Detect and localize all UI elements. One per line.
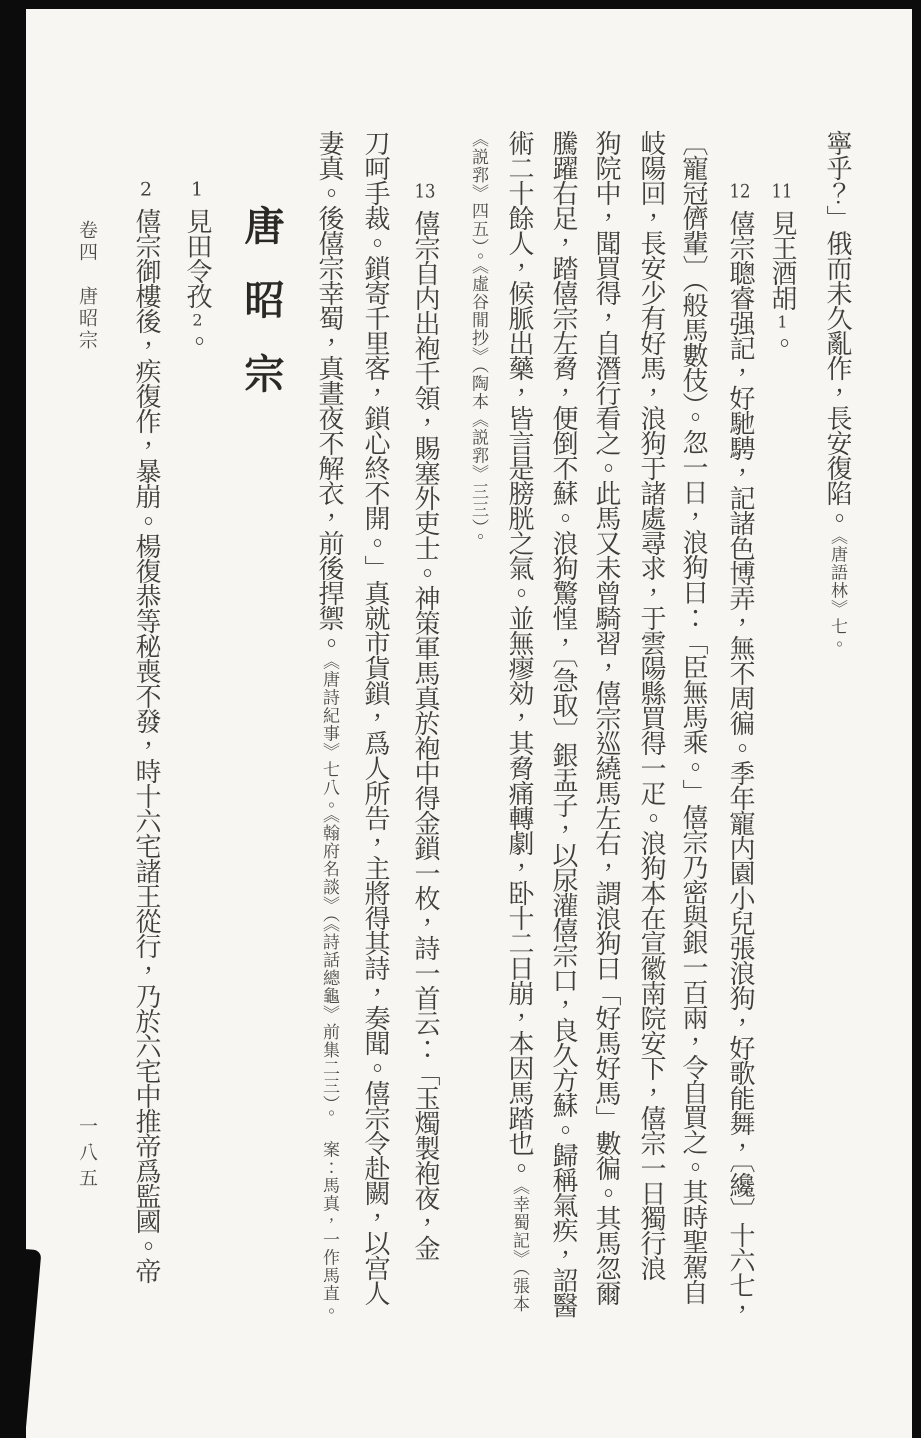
body-text: 術二十餘人，候脈出藥，皆言是膀胱之氣。並無瘳効，其脅痛轉劇，卧十二日崩，本因馬踏也。 bbox=[504, 130, 534, 1180]
body-text: 僖宗御樓後，疾復作，暴崩。楊復恭等秘喪不發，時十六宅諸王從行，乃於六宅中推帝爲監國。帝 bbox=[131, 208, 161, 1283]
body-text: 。 bbox=[767, 330, 797, 355]
body-text: 妻真。後僖宗幸蜀，真晝夜不解衣，前後捍禦。 bbox=[314, 130, 344, 655]
entry-2-column bbox=[128, 180, 165, 1283]
entry-11-column bbox=[764, 182, 801, 355]
scan-border-top bbox=[0, 0, 921, 9]
entry-12-citation-column bbox=[463, 130, 493, 546]
entry-13-column-2 bbox=[357, 130, 394, 1305]
entry-12-column-4 bbox=[588, 130, 625, 1305]
cross-ref-number: 2 bbox=[192, 312, 203, 328]
source-citation: 《説郛》四五）。《虛谷閒抄》（陶本《説郛》三三）。 bbox=[468, 130, 488, 546]
entry-12-column-2 bbox=[675, 130, 712, 1304]
entry-number: 13 bbox=[414, 182, 436, 201]
entry-number: 2 bbox=[139, 180, 153, 199]
body-text: 僖宗自内出袍千領，賜塞外吏士。神策軍馬真於袍中得金鎖一枚，詩一首云：「玉燭製袍夜，金 bbox=[410, 210, 440, 1260]
body-text: 〔寵冠儕輩〕（般馬數伎）。忽一日，浪狗曰：「臣無馬乘。」僖宗乃密與銀一百兩，令自買之。其時聖駕自 bbox=[678, 130, 708, 1304]
source-citation: 《唐詩紀事》七八。《翰府名談》（《詩話總龜》前集二三）。 案：馬真，一作馬直。 bbox=[319, 661, 339, 1321]
section-title: 唐昭宗 bbox=[238, 205, 285, 427]
entry-13-column-3 bbox=[311, 130, 348, 1321]
body-text: 見王酒胡 bbox=[767, 210, 797, 310]
source-citation: 《幸蜀記》（張本 bbox=[509, 1186, 529, 1313]
body-text: 岐陽回，長安少有好馬，浪狗于諸處尋求，于雲陽縣買得一疋。浪狗本在宣徽南院安下，僖宗一日獨行浪 bbox=[636, 130, 666, 1280]
entry-number: 1 bbox=[190, 180, 204, 199]
entry-number: 11 bbox=[771, 182, 793, 201]
page-number: 一八五 bbox=[76, 1116, 98, 1194]
entry-12-column-1 bbox=[722, 182, 759, 1322]
volume-header: 卷四 唐昭宗 bbox=[76, 220, 98, 352]
scan-border-left bbox=[0, 0, 26, 1438]
carryover-column bbox=[819, 130, 856, 654]
entry-12-column-5 bbox=[545, 130, 582, 1317]
source-citation: 《唐語林》七。 bbox=[827, 536, 847, 654]
entry-13-column-1 bbox=[407, 182, 444, 1260]
cross-ref-number: 1 bbox=[777, 314, 788, 330]
entry-12-column-6 bbox=[501, 130, 538, 1313]
scan-border-right bbox=[912, 0, 921, 1438]
entry-1-column bbox=[179, 180, 216, 353]
body-text: 。 bbox=[182, 328, 212, 353]
body-text: 刀呵手裁。鎖寄千里客，鎖心終不開。」真就市貨鎖，爲人所告，主將得其詩，奏聞。僖宗令赴闕，以宫人 bbox=[360, 130, 390, 1305]
entry-number: 12 bbox=[729, 182, 751, 201]
body-text: 寧乎？」俄而未久亂作，長安復陷。 bbox=[822, 130, 852, 530]
body-text: 見田令孜 bbox=[182, 208, 212, 308]
body-text: 僖宗聰睿强記，好馳騁，記諸色博弄，無不周徧。季年寵内園小兒張浪狗，好歌能舞，〔纔〕十六七， bbox=[725, 210, 755, 1322]
body-text: 狗院中，聞買得，自潛行看之。此馬又未曾騎習，僖宗巡繞馬左右，謂浪狗曰「好馬好馬」數徧。其馬忽爾 bbox=[591, 130, 621, 1305]
entry-12-column-3 bbox=[633, 130, 670, 1280]
body-text: 騰躍右足，踏僖宗左脅，便倒不蘇。浪狗驚惶，〔急取〕銀盂子，以尿灌僖宗口，良久方蘇。歸稱氣疾，詔醫 bbox=[548, 130, 578, 1317]
